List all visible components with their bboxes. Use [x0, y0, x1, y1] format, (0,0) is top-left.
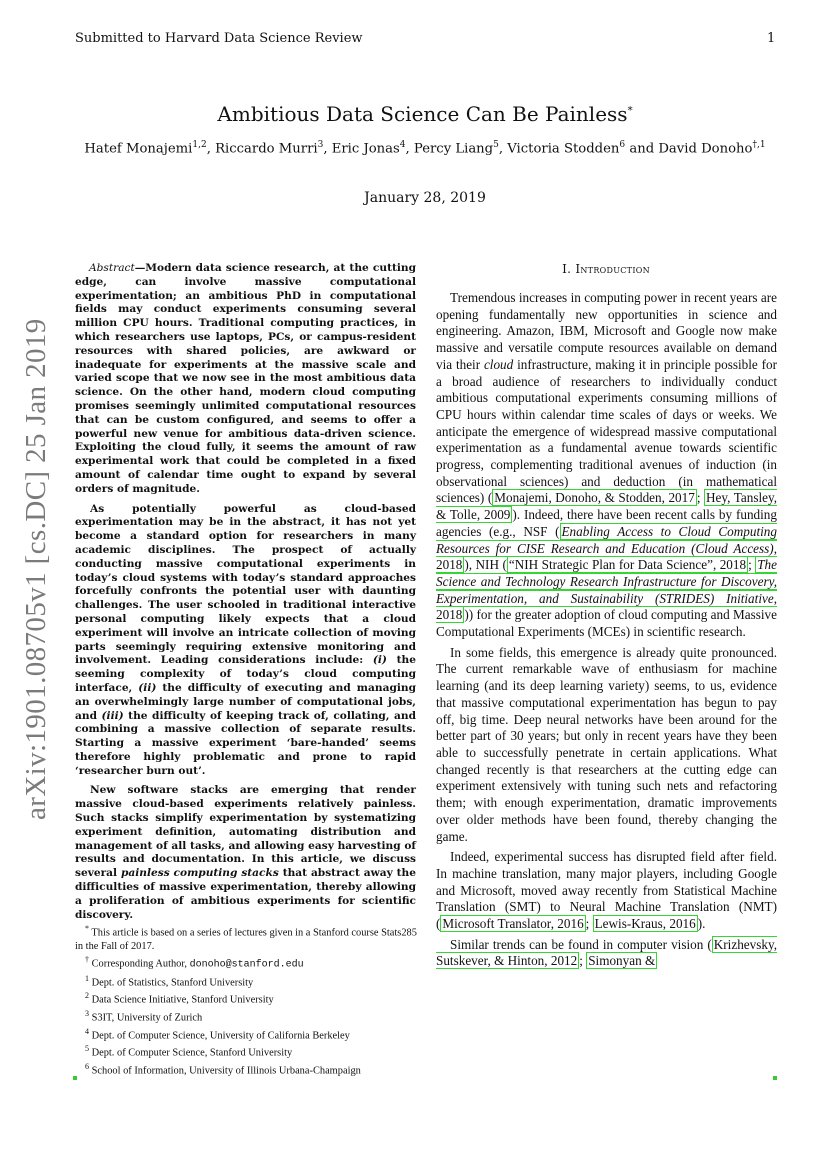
footnote-text: School of Information, University of Illinois Urbana-Champaign [91, 1065, 361, 1077]
footnote [75, 1042, 420, 1060]
footnote-mark: * [85, 924, 89, 933]
footnote-mark: 4 [85, 1026, 89, 1036]
citation-link[interactable]: Simonyan & [588, 953, 656, 969]
footnote-text: Dept. of Computer Science, Stanford University [91, 1047, 293, 1059]
footnote-mark: 5 [85, 1044, 89, 1054]
footnote [75, 953, 420, 972]
author-affiliation-mark: †,1 [752, 140, 766, 150]
page-marker-dot [773, 1076, 777, 1080]
citation-link[interactable]: Hey, Tansley, & Tolle, 2009 [436, 490, 777, 523]
author-list: Hatef Monajemi$^{1,2}$, Riccardo Murri$^3$, Eric Jonas$^4$, Percy Liang$^5$, Victoria Stodden$^6$ and David Donoho$^{\dagger,1}$ [84, 140, 766, 157]
abstract-paragraph: New software stacks are emerging that render massive cloud-based experiments relatively painless. Such stacks simplify experimentation by systematizing experiment definition, automating distribution and management of all tasks, and allowing easy harvesting of results and documentation. In this article, we discuss several painless computing stacks that abstract away the difficulties of massive experimentation, thereby allowing a proliferation of ambitious experiments for scientific discovery. [75, 784, 416, 921]
citation-link[interactable]: Krizhevsky, Sutskever, & Hinton, 2012 [436, 936, 777, 969]
footnote-text: Dept. of Statistics, Stanford University [91, 977, 254, 989]
abstract-label: Abstract [89, 262, 135, 274]
author-affiliation-mark: 1,2 [192, 140, 207, 150]
body-paragraph: Similar trends can be found in computer vision ( Krizhevsky, Sutskever, & Hinton, 2012 ; Simonyan & [436, 936, 777, 969]
footnote [75, 972, 420, 990]
footnote [75, 989, 420, 1007]
citation-link[interactable]: Lewis-Kraus, 2016 [594, 916, 696, 932]
citation-link[interactable]: The Science and Technology Research Infrastructure for Discovery, Experimentation, and Sustainability (STRIDES) Initiative, 2018 [436, 557, 777, 623]
footnote [75, 922, 420, 953]
abstract [75, 262, 416, 928]
introduction-body [436, 290, 777, 970]
author-name: Victoria Stodden [507, 141, 620, 157]
paper-title: Ambitious Data Science Can Be Painless* [217, 102, 633, 126]
author-name: Hatef Monajemi [84, 141, 193, 157]
citation-link[interactable]: “NIH Strategic Plan for Data Science”, 2018 [508, 557, 747, 573]
footnote [75, 1060, 420, 1078]
arxiv-stamp: arXiv:1901.08705v1 [cs.DC] 25 Jan 2019 [20, 318, 52, 820]
footnote [75, 1025, 420, 1043]
footnote-mark: 1 [85, 973, 89, 983]
footnote-text: S3IT, University of Zurich [91, 1012, 203, 1024]
footnote-mark: 2 [85, 991, 89, 1001]
author-affiliation-mark: 5 [493, 140, 499, 150]
author-name: Percy Liang [413, 141, 494, 157]
footnote-mark: † [85, 954, 89, 964]
footnote [75, 1007, 420, 1025]
email-address[interactable]: donoho@stanford.edu [189, 959, 304, 971]
body-paragraph: Indeed, experimental success has disrupted field after field. In machine translation, many major players, including Google and Microsoft, moved away recently from Statistical Machine Translation (SMT) to Neural Machine Translation (NMT) ( Microsoft Translator, 2016 ; Lewis-Kraus, 2016 ). [436, 849, 777, 932]
citation-link[interactable]: Enabling Access to Cloud Computing Resources for CISE Research and Education (Cloud Access), 2018 [436, 523, 777, 573]
author-name: Riccardo Murri [215, 141, 318, 157]
abstract-paragraph: Abstract—Modern data science research, at the cutting edge, can involve massive computational experimentation; an ambitious PhD in computational fields may conduct experiments consuming several million CPU hours. Traditional computing practices, in which researchers use laptops, PCs, or campus-resident resources with shared policies, are awkward or inadequate for experiments at the massive scale and varied scope that we now see in the most ambitious data science. On the other hand, modern cloud computing promises seemingly unlimited computational resources that can be custom configured, and seems to offer a powerful new venue for ambitious data-driven science. Exploiting the cloud fully, it seems the amount of raw experimental work that could be completed in a fixed amount of calendar time ought to expand by several orders of magnitude. [75, 262, 416, 495]
running-header: Submitted to Harvard Data Science Review [75, 31, 363, 46]
body-paragraph: Tremendous increases in computing power in recent years are opening fundamentally new opportunities in science and engineering. Amazon, IBM, Microsoft and Google now make massive and versatile compute resources available on demand via their cloud infrastructure, making it in principle possible for a broad audience of researchers to individually conduct ambitious computational experiments consuming millions of CPU hours within calendar time scales of days or weeks. We anticipate the emergence of widespread massive computational experimentation as a fundamental avenue towards scientific progress, complementing traditional avenues of induction (in observational sciences) and deduction (in mathematical sciences) ( Monajemi, Donoho, & Stodden, 2017 ; Hey, Tansley, & Tolle, 2009 ). Indeed, there have been recent calls by funding agencies (e.g., NSF ( Enabling Access to Cloud Computing Resources for CISE Research and Education (Cloud Access), 2018 ), NIH ( “NIH Strategic Plan for Data Science”, 2018 ; The Science and Technology Research Infrastructure for Discovery, Experimentation, and Sustainability (STRIDES) Initiative, 2018 )) for the greater adoption of cloud computing and Massive Computational Experiments (MCEs) in scientific research. [436, 290, 777, 640]
abstract-paragraph: As potentially powerful as cloud-based experimentation may be in the abstract, it has not yet become a standard option for researchers in many academic disciplines. The prospect of actually conducting massive computational experiments in today’s cloud systems with today’s standard approaches forcefully confronts the potential user with daunting challenges. The user schooled in traditional interactive personal computing likely expects that a cloud experiment will involve an intricate collection of moving parts seemingly requiring extensive monitoring and involvement. Leading considerations include: (i) the seeming complexity of today’s cloud computing interface, (ii) the difficulty of executing and managing an overwhelmingly large number of computational jobs, and (iii) the difficulty of keeping track of, collating, and combining a massive collection of separate results. Starting a massive experiment ‘bare-handed’ seems therefore highly problematic and prone to rapid ‘researcher burn out’. [75, 502, 417, 777]
citation-link[interactable]: Microsoft Translator, 2016 [442, 916, 584, 932]
footnote-text: This article is based on a series of lectures given in a Stanford course Stats285 in the Fall of 2017. [75, 927, 417, 952]
footnote-mark: 6 [85, 1061, 89, 1071]
footnote-text: Data Science Initiative, Stanford University [91, 994, 274, 1006]
paper-date: January 28, 2019 [364, 190, 486, 206]
author-name: Eric Jonas [331, 141, 400, 157]
body-paragraph: In some fields, this emergence is already quite pronounced. The current remarkable wave of enthusiasm for machine learning (and its deep learning variety) seems, to us, evidence that massive computational experimentation has begun to pay off, big time. Deep neural networks have been around for the better part of 30 years; but only in recent years have they been able to successfully penetrate in certain applications. What changed recently is that researchers at the cutting edge can experiment extensively with tuning such nets and refactoring them; with enough experimentation, dramatic improvements over older methods have been found, thereby changing the game. [436, 644, 777, 844]
page-number: 1 [767, 31, 776, 46]
author-name: David Donoho [658, 141, 753, 157]
footnotes [75, 922, 420, 1078]
page-marker-dot [73, 1076, 77, 1080]
author-affiliation-mark: 3 [317, 140, 324, 150]
footnote-text: Corresponding Author, [91, 958, 190, 970]
section-heading: I. Introduction [562, 262, 650, 276]
footnote-mark: 3 [85, 1008, 89, 1018]
citation-link[interactable]: Monajemi, Donoho, & Stodden, 2017 [494, 490, 695, 506]
footnote-text: Dept. of Computer Science, University of California Berkeley [91, 1030, 350, 1042]
author-affiliation-mark: 6 [619, 140, 626, 150]
author-affiliation-mark: 4 [399, 140, 406, 150]
title-footnote-mark: * [627, 105, 633, 117]
